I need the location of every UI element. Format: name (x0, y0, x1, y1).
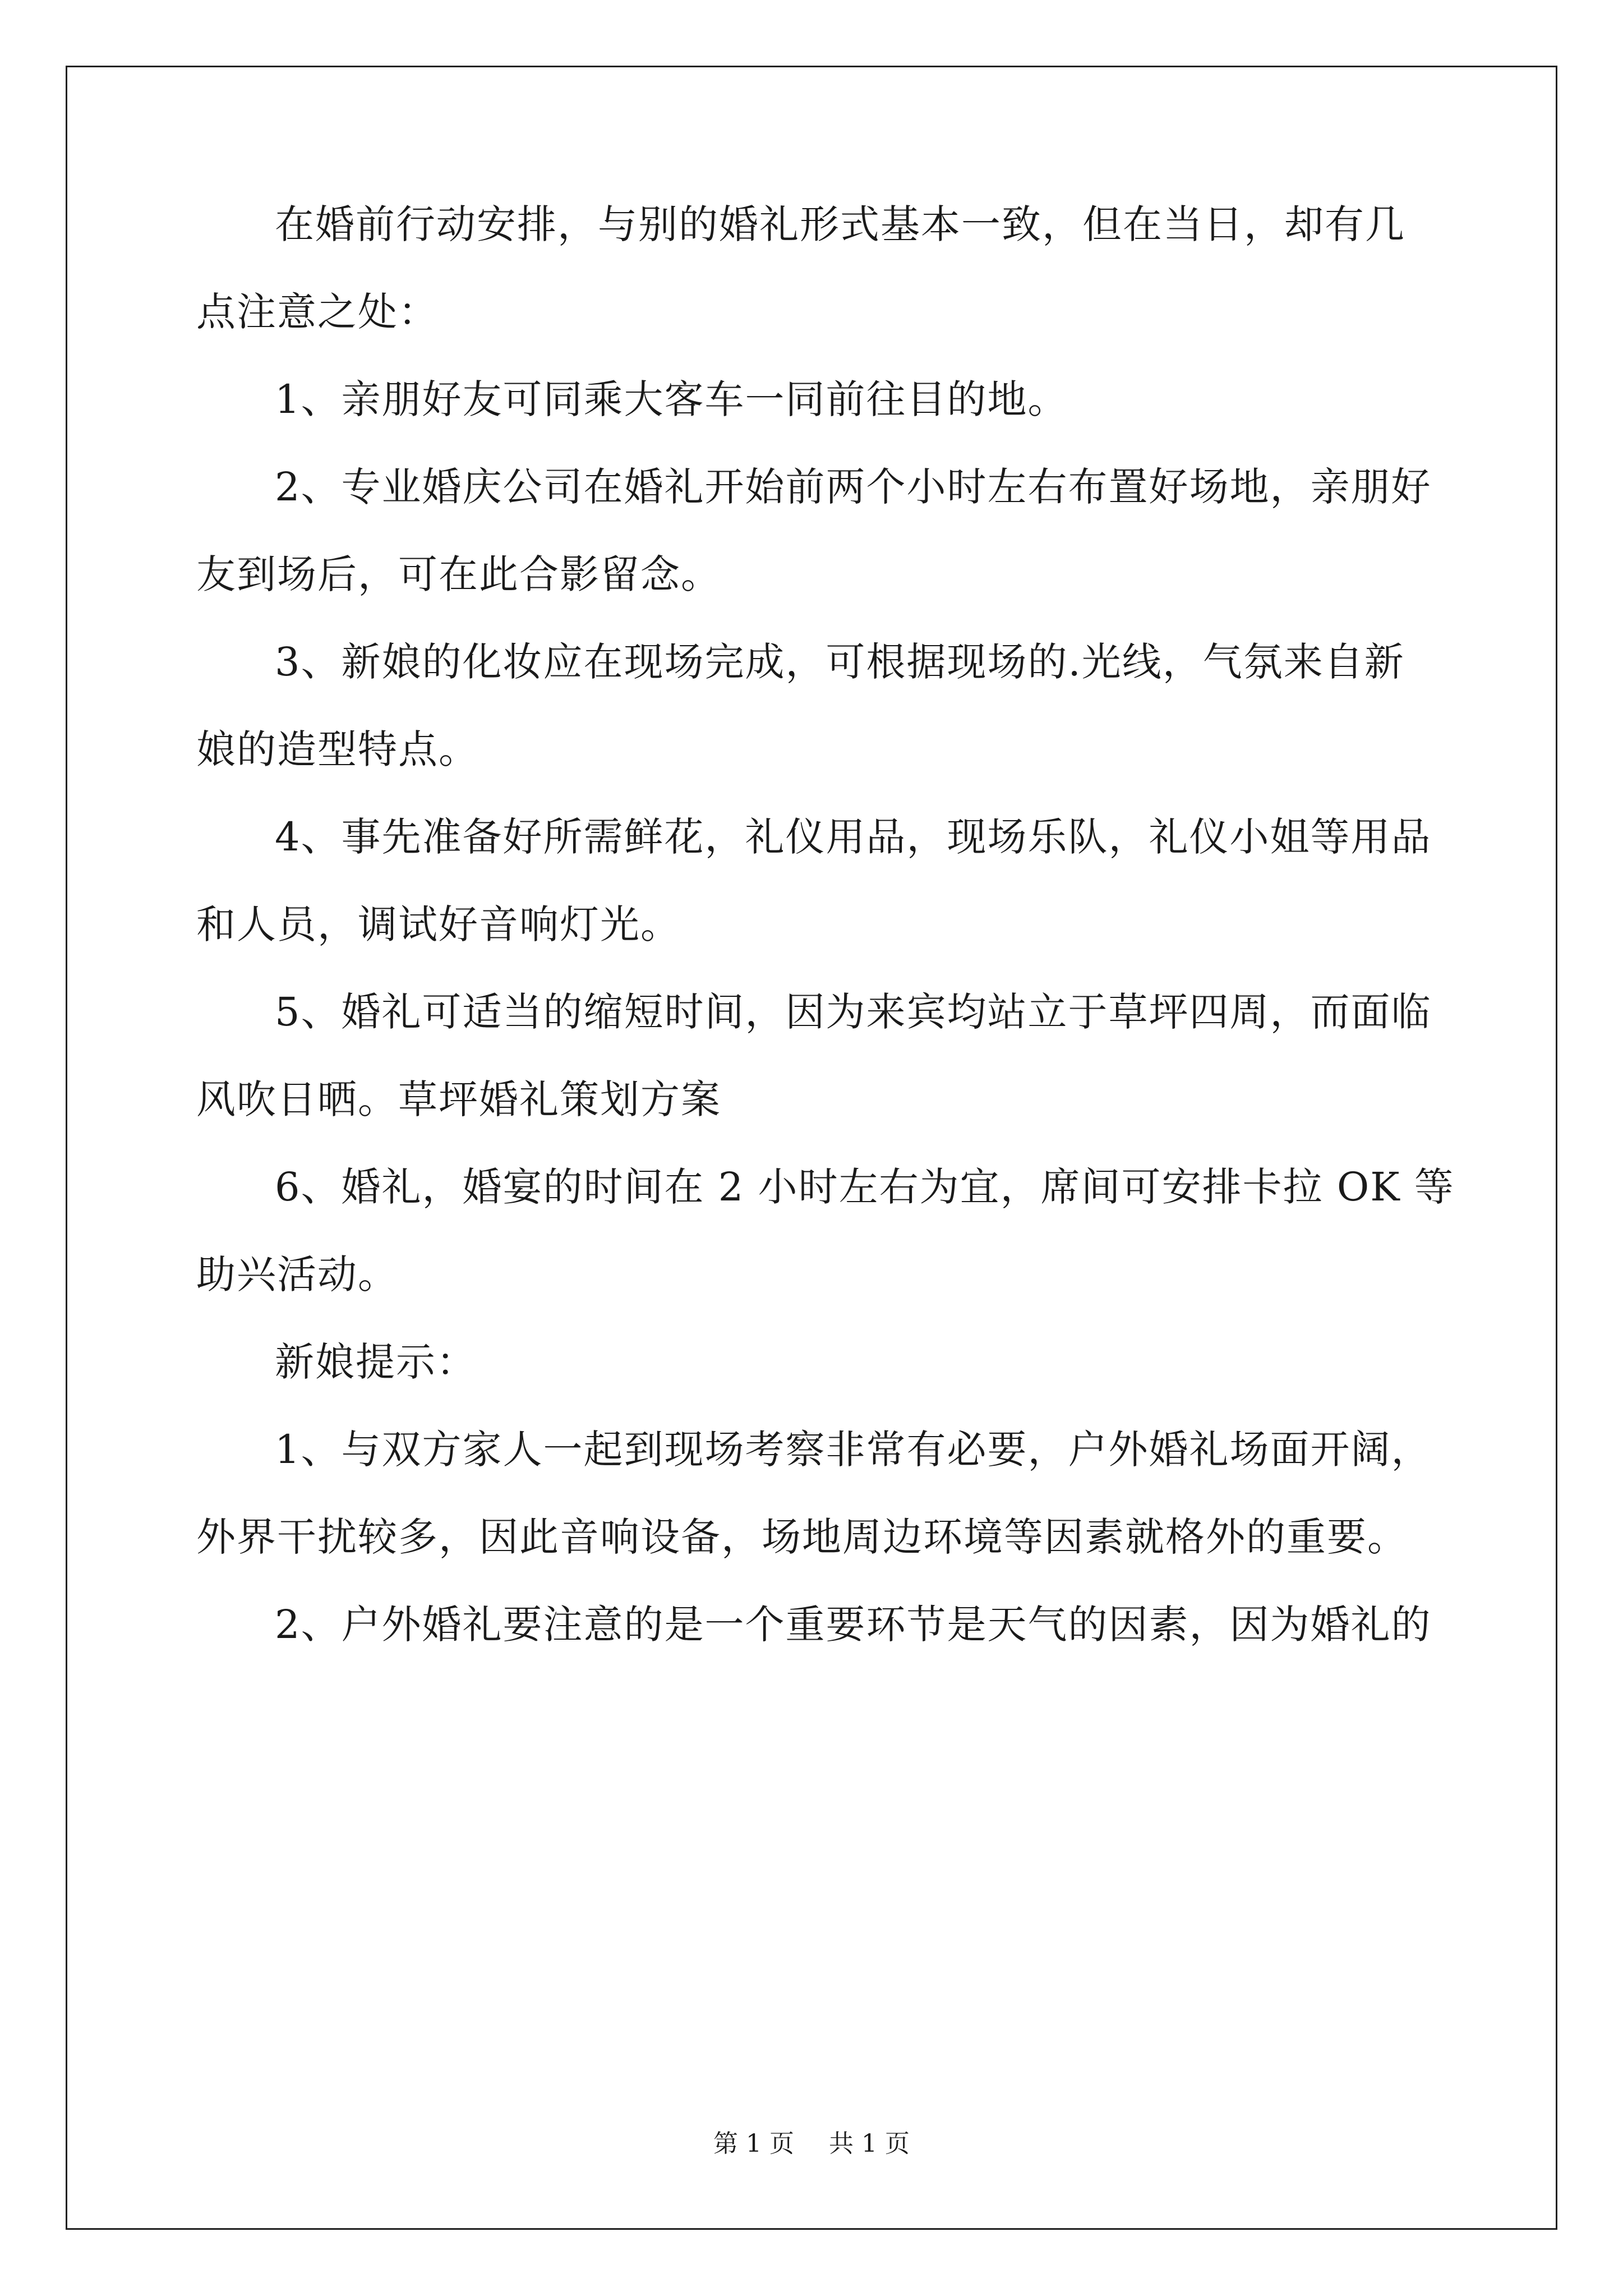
page-footer (0, 2123, 1623, 2159)
text-line: 1、亲朋好友可同乘大客车一同前往目的地。 (275, 376, 1068, 422)
text-line: 2、户外婚礼要注意的是一个重要环节是天气的因素，因为婚礼的 (275, 1602, 1432, 1648)
text-line: 4、事先准备好所需鲜花，礼仪用品，现场乐队，礼仪小姐等用品 (275, 814, 1432, 860)
text-line: 友到场后，可在此合影留念。 (196, 551, 721, 597)
text-line: 娘的造型特点。 (196, 726, 479, 772)
text-line: 风吹日晒。草坪婚礼策划方案 (196, 1076, 721, 1122)
text-line: 在婚前行动安排，与别的婚礼形式基本一致，但在当日，却有几 (275, 201, 1405, 247)
text-line: 5、婚礼可适当的缩短时间，因为来宾均站立于草坪四周，而面临 (275, 989, 1432, 1035)
page-number: 第 1 页 (713, 2129, 794, 2158)
text-line: 点注意之处： (196, 289, 439, 335)
text-line: 新娘提示： (275, 1339, 477, 1385)
text-line: 6、婚礼，婚宴的时间在 2 小时左右为宜，席间可安排卡拉 OK 等 (275, 1164, 1455, 1210)
text-line: 3、新娘的化妆应在现场完成，可根据现场的.光线，气氛来自新 (275, 639, 1405, 685)
text-line: 外界干扰较多，因此音响设备，场地周边环境等因素就格外的重要。 (196, 1514, 1408, 1560)
text-line: 1、与双方家人一起到现场考察非常有必要，户外婚礼场面开阔， (275, 1427, 1432, 1473)
text-line: 2、专业婚庆公司在婚礼开始前两个小时左右布置好场地，亲朋好 (275, 464, 1432, 510)
text-line: 和人员，调试好音响灯光。 (196, 901, 681, 947)
text-line: 助兴活动。 (196, 1251, 398, 1297)
page-total: 共 1 页 (829, 2129, 910, 2158)
